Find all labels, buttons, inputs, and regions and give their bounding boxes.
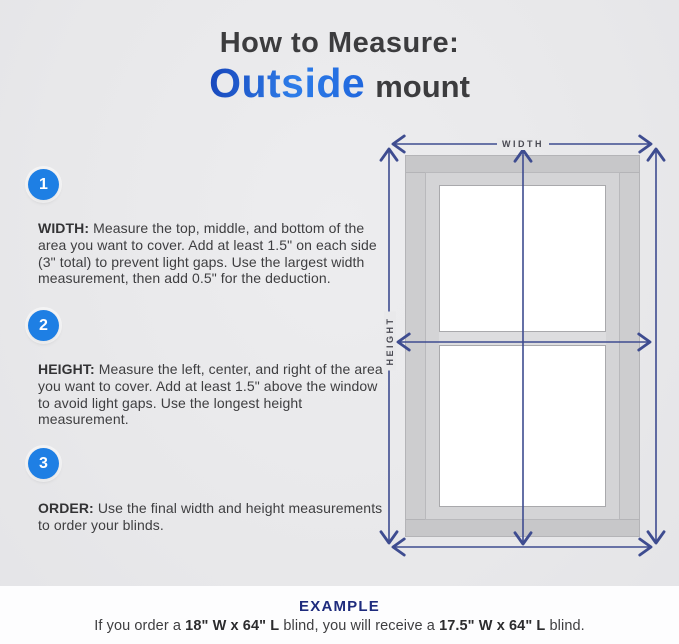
upper-sash-pane <box>439 185 606 332</box>
window-glass <box>439 185 606 507</box>
title-mount-word: mount <box>375 69 470 104</box>
height-dimension-label: HEIGHT <box>384 311 396 370</box>
step-1-body: Measure the top, middle, and bottom of the area you want to cover. Add at least 1.5" on each side (3" total) to prevent light gaps. Use the largest width measurement, then add 0.5" for the deduction. <box>38 220 377 287</box>
example-prefix: If you order a <box>94 618 186 634</box>
example-size-ordered: 18" W x 64" L <box>185 618 280 634</box>
step-2-number: 2 <box>39 316 48 334</box>
step-2-badge <box>28 310 59 341</box>
step-3-body: Use the final width and height measurements to order your blinds. <box>38 500 383 533</box>
example-suffix: blind. <box>545 618 585 634</box>
window-inner-frame <box>425 172 620 520</box>
example-sentence <box>0 618 679 634</box>
example-heading: EXAMPLE <box>299 598 380 615</box>
title-line1: How to Measure: <box>219 27 460 59</box>
sash-meeting-rail <box>439 332 606 345</box>
example-middle: blind, you will receive a <box>279 618 440 634</box>
window-illustration <box>405 155 640 537</box>
step-1-lead: WIDTH: <box>38 220 90 236</box>
example-footer <box>0 586 679 644</box>
step-1-badge <box>28 169 59 200</box>
page-title <box>0 26 679 115</box>
lower-sash-pane <box>439 345 606 507</box>
title-line2 <box>0 61 679 115</box>
step-1-number: 1 <box>39 175 48 193</box>
step-1-text <box>38 220 388 287</box>
step-3-number: 3 <box>39 454 48 472</box>
step-3-lead: ORDER: <box>38 500 94 516</box>
step-2-body: Measure the left, center, and right of the area you want to cover. Add at least 1.5" above the window to avoid light gaps. Use the longest height measurement. <box>38 361 383 428</box>
window-header-board <box>406 156 639 173</box>
width-dimension-label: WIDTH <box>497 138 549 150</box>
window-sill-board <box>406 519 639 536</box>
title-mount-type: Outside <box>209 60 366 106</box>
step-2-lead: HEIGHT: <box>38 361 95 377</box>
step-3-badge <box>28 448 59 479</box>
example-size-received: 17.5" W x 64" L <box>439 618 546 634</box>
step-2-text <box>38 361 388 428</box>
step-3-text <box>38 500 388 534</box>
